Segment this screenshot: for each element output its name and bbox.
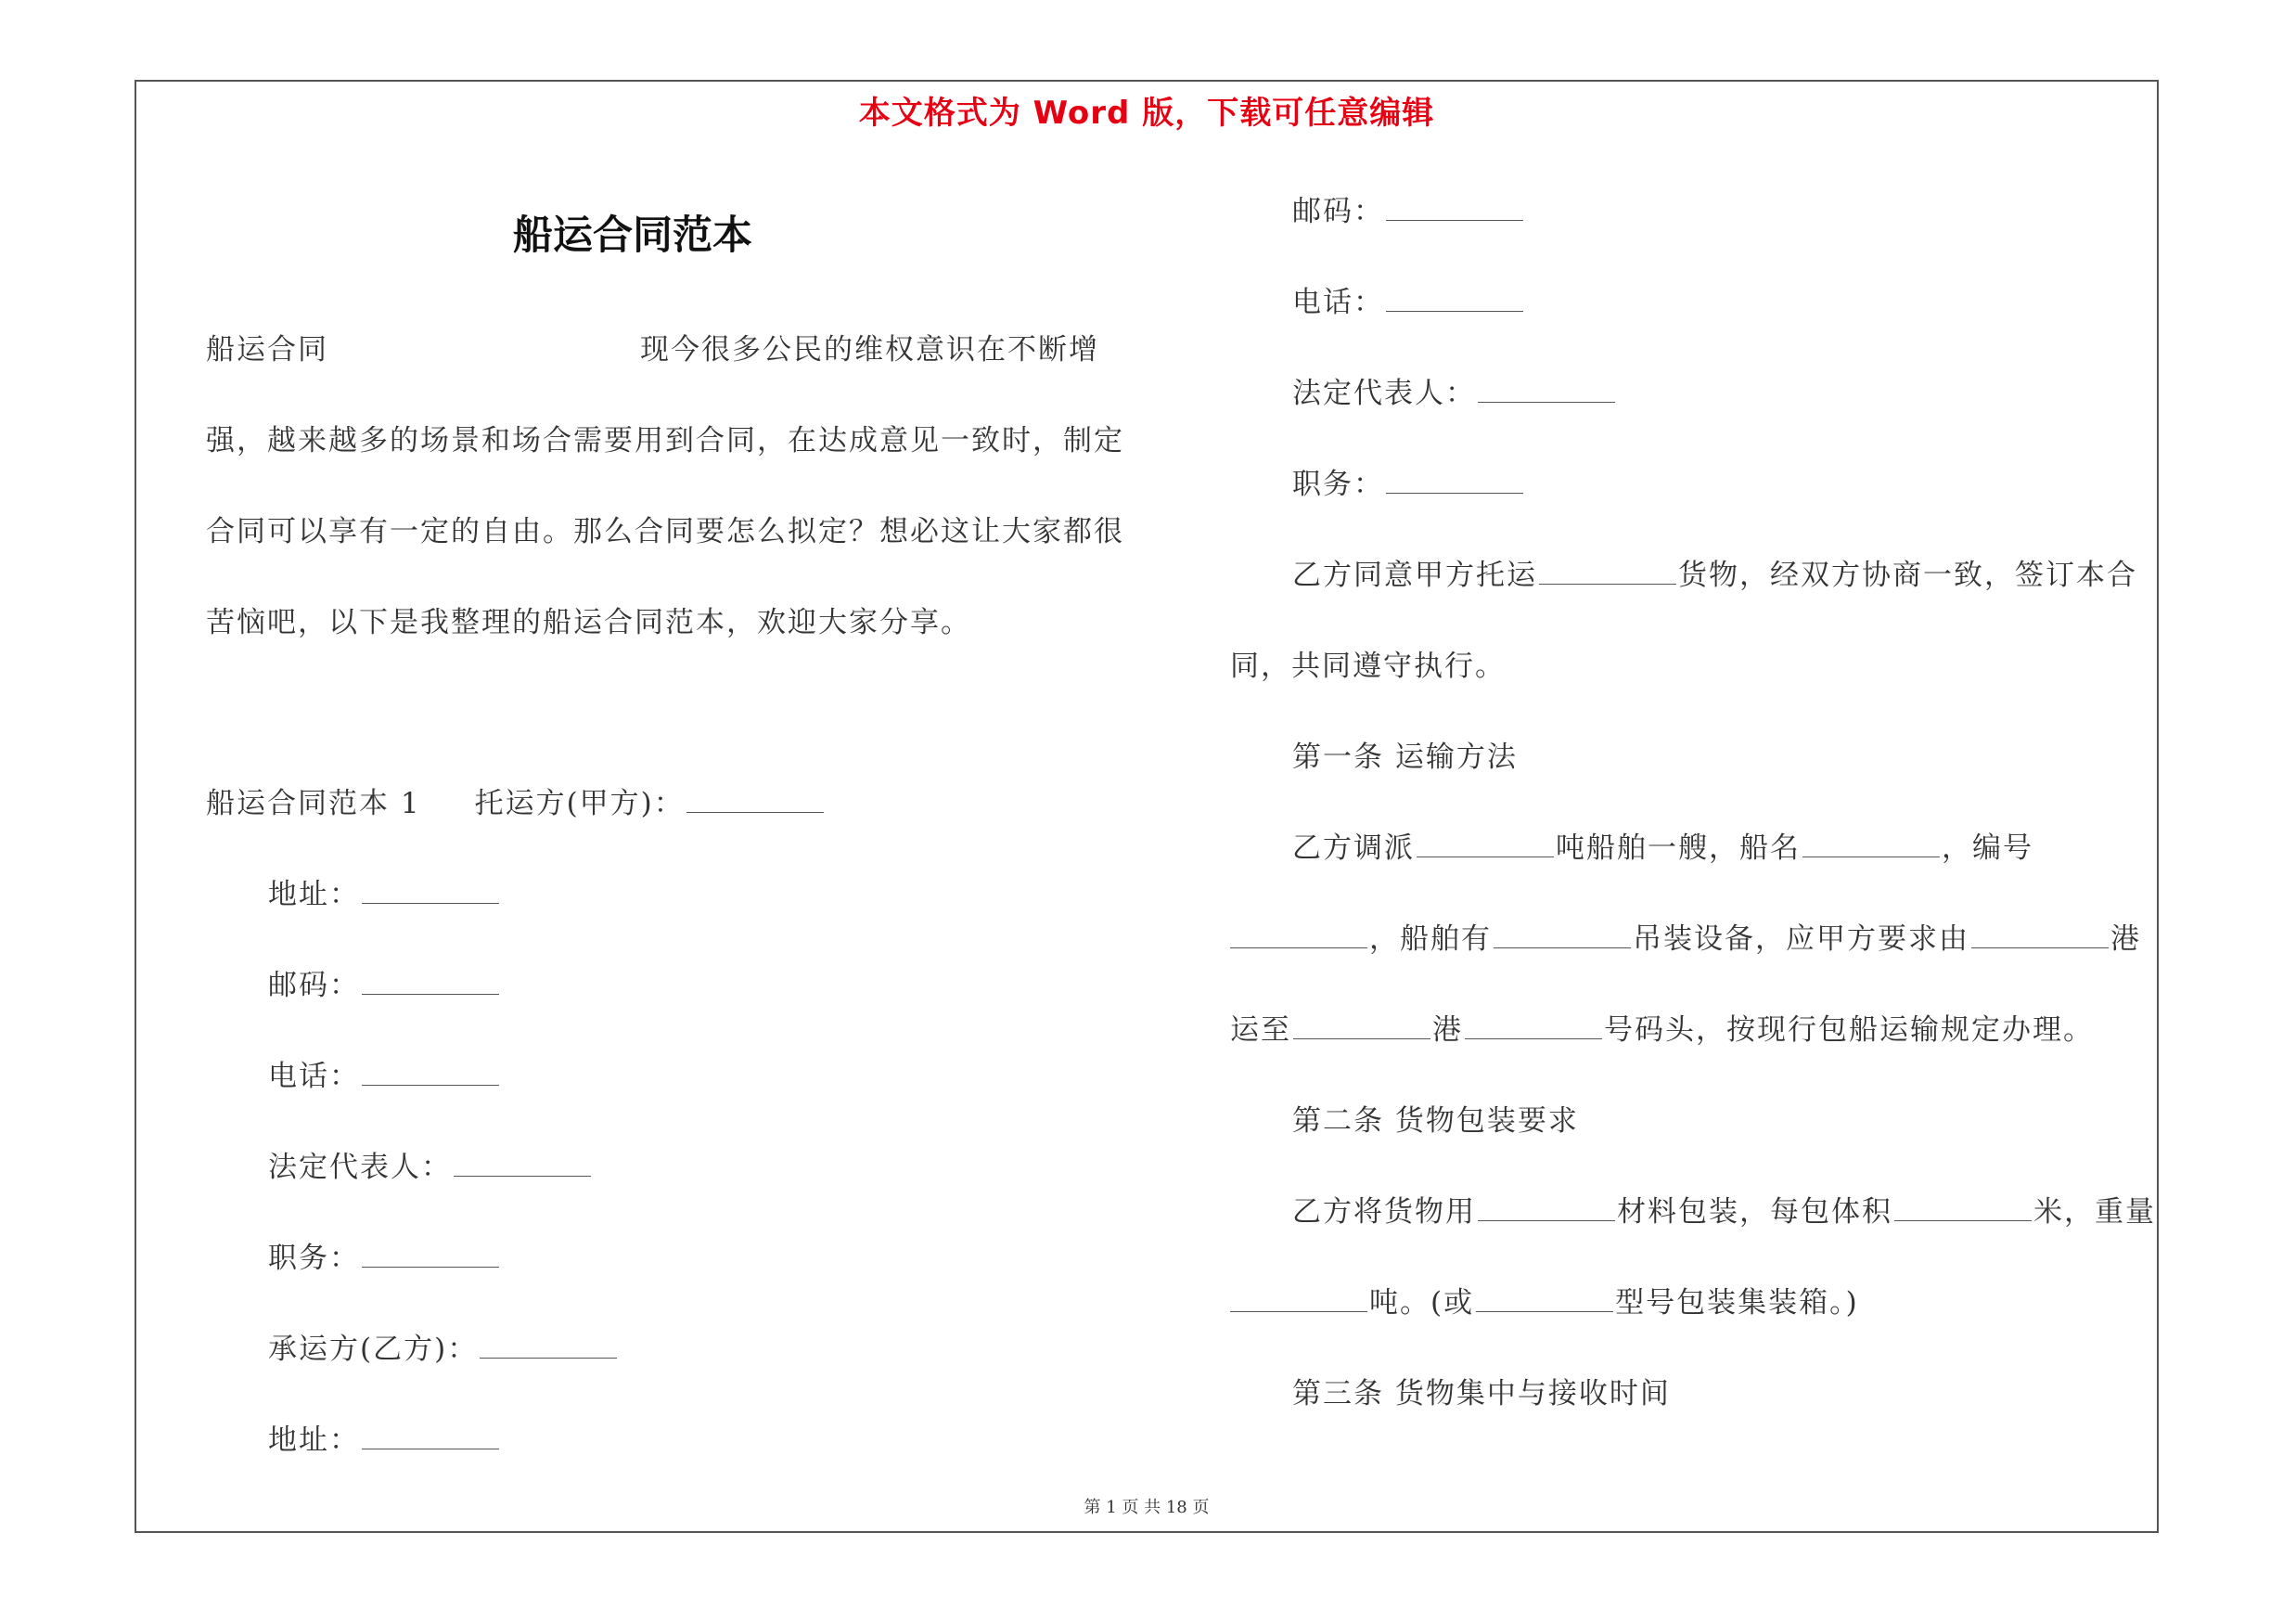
para-3-line-1	[1292, 1193, 2156, 1230]
para-2-line-1	[1292, 830, 2033, 867]
r-postcode-label: 邮码：	[1292, 195, 1384, 228]
phone-label: 电话：	[268, 1060, 360, 1093]
legal-rep-blank	[454, 1150, 591, 1177]
r-legal-rep-blank	[1478, 376, 1615, 403]
r-postcode-blank	[1386, 194, 1523, 221]
article-2-heading: 第二条 货物包装要求	[1292, 1104, 1579, 1138]
carrier-blank	[480, 1332, 617, 1359]
origin-port-blank	[1971, 921, 2109, 948]
address-blank	[362, 877, 499, 904]
address-row	[268, 876, 501, 913]
phone-row	[268, 1058, 501, 1095]
para-2-text-f: 港	[2110, 922, 2141, 956]
para-3-line-2	[1230, 1284, 1859, 1321]
shipper-blank	[686, 786, 824, 813]
para-1-text-a: 乙方同意甲方托运	[1292, 559, 1537, 592]
para-2-text-g: 运至	[1230, 1013, 1291, 1047]
carrier-label: 承运方(乙方)：	[268, 1333, 479, 1366]
para-3-text-c: 米，重量	[2033, 1195, 2156, 1229]
para-3-text-a: 乙方将货物用	[1292, 1195, 1476, 1229]
para-2-line-2	[1230, 921, 2141, 958]
contract-heading-row	[206, 785, 826, 822]
address2-row	[268, 1422, 501, 1459]
container-model-blank	[1476, 1285, 1613, 1312]
r-position-label: 职务：	[1292, 468, 1384, 501]
destination-port-blank	[1293, 1012, 1430, 1039]
intro-line-2: 强，越来越多的场景和场合需要用到合同，在达成意见一致时，制定	[206, 424, 1124, 457]
cargo-blank	[1539, 558, 1676, 585]
r-phone-label: 电话：	[1292, 286, 1384, 319]
postcode-blank	[362, 968, 499, 995]
legal-rep-label: 法定代表人：	[268, 1151, 452, 1184]
phone-blank	[362, 1059, 499, 1086]
para-2-text-h: 港	[1432, 1013, 1463, 1047]
r-postcode-row	[1292, 193, 1525, 230]
ship-number-blank	[1230, 921, 1367, 948]
postcode-label: 邮码：	[268, 969, 360, 1002]
para-2-text-c: ，编号	[1942, 831, 2033, 865]
r-position-row	[1292, 466, 1525, 503]
document-title: 船运合同范本	[513, 213, 752, 259]
page-number: 第 1 页 共 18 页	[1084, 1498, 1210, 1517]
r-legal-rep-row	[1292, 375, 1617, 412]
dock-number-blank	[1465, 1012, 1602, 1039]
para-3-text-b: 材料包装，每包体积	[1617, 1195, 1892, 1229]
intro-line-3: 合同可以享有一定的自由。那么合同要怎么拟定？想必这让大家都很	[206, 515, 1124, 548]
r-position-blank	[1386, 467, 1523, 494]
para-2-text-a: 乙方调派	[1292, 831, 1415, 865]
address2-blank	[362, 1423, 499, 1449]
ship-name-blank	[1802, 831, 1940, 857]
para-3-text-d: 吨。(或	[1369, 1286, 1475, 1320]
packing-material-blank	[1478, 1194, 1615, 1221]
r-legal-rep-label: 法定代表人：	[1292, 377, 1476, 410]
para-1-line-1	[1292, 557, 2137, 594]
format-banner: 本文格式为 Word 版，下载可任意编辑	[858, 95, 1435, 132]
address2-label: 地址：	[268, 1423, 360, 1457]
legal-rep-row	[268, 1149, 593, 1186]
position-blank	[362, 1241, 499, 1268]
intro-line-1b: 现今很多公民的维权意识在不断增	[640, 333, 1099, 367]
para-3-text-e: 型号包装集装箱。)	[1615, 1286, 1859, 1320]
contract-heading: 船运合同范本 1	[206, 787, 421, 820]
intro-line-1a: 船运合同	[206, 333, 328, 367]
package-volume-blank	[1894, 1194, 2032, 1221]
para-2-text-i: 号码头，按现行包船运输规定办理。	[1604, 1013, 2094, 1047]
para-2-line-3	[1230, 1011, 2094, 1049]
lifting-equipment-blank	[1494, 921, 1631, 948]
position-row	[268, 1240, 501, 1277]
shipper-label: 托运方(甲方)：	[474, 787, 685, 820]
carrier-row	[268, 1331, 619, 1368]
r-phone-row	[1292, 284, 1525, 321]
para-1-text-b: 货物，经双方协商一致，签订本合	[1678, 559, 2137, 592]
para-2-text-e: 吊装设备，应甲方要求由	[1633, 922, 1969, 956]
para-1-line-2: 同，共同遵守执行。	[1230, 650, 1506, 683]
package-weight-blank	[1230, 1285, 1367, 1312]
position-label: 职务：	[268, 1242, 360, 1275]
r-phone-blank	[1386, 285, 1523, 312]
tonnage-blank	[1417, 831, 1554, 857]
address-label: 地址：	[268, 878, 360, 911]
intro-line-4: 苦恼吧，以下是我整理的船运合同范本，欢迎大家分享。	[206, 606, 971, 639]
postcode-row	[268, 967, 501, 1004]
para-2-text-d: ，船舶有	[1369, 922, 1492, 956]
para-2-text-b: 吨船舶一艘，船名	[1556, 831, 1801, 865]
article-1-heading: 第一条 运输方法	[1292, 741, 1518, 774]
article-3-heading: 第三条 货物集中与接收时间	[1292, 1377, 1671, 1410]
